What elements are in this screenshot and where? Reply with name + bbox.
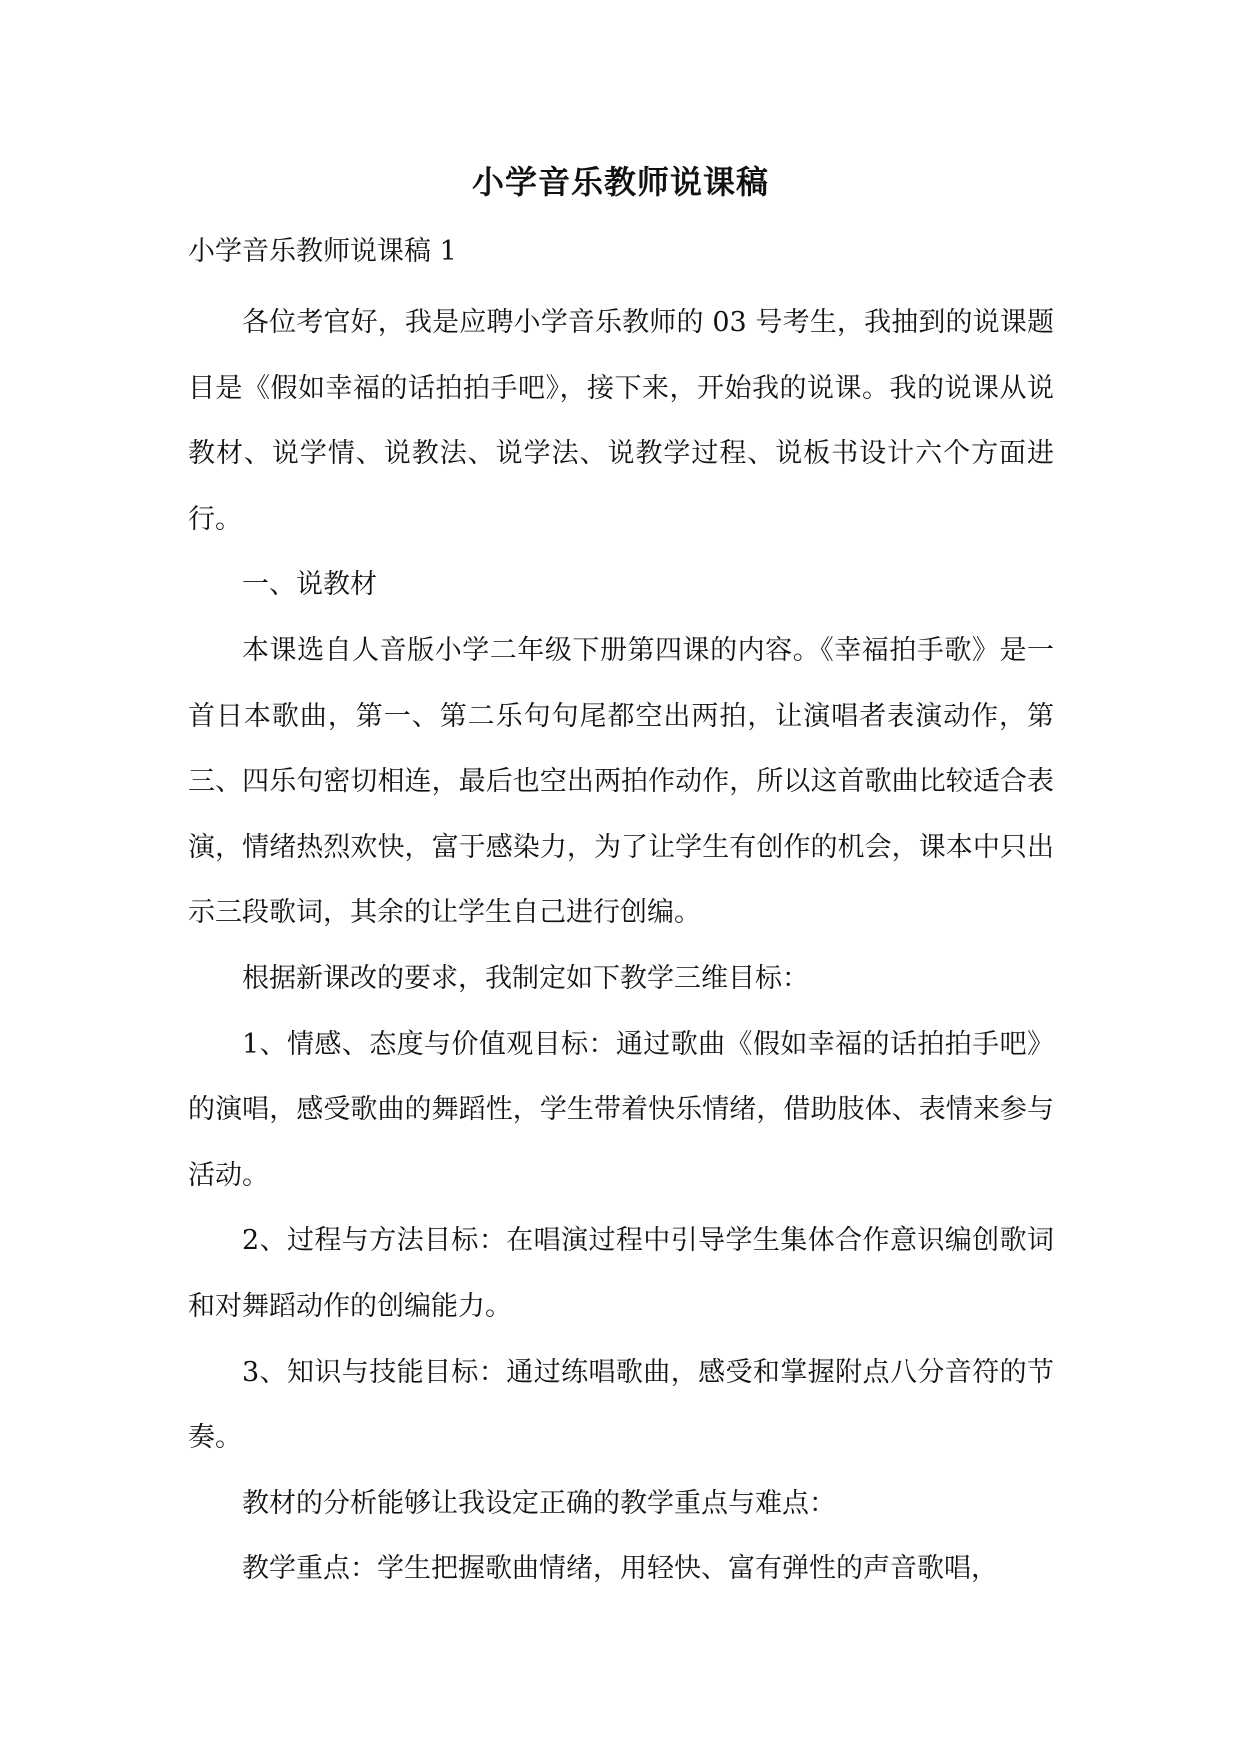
document-title: 小学音乐教师说课稿 [471, 163, 769, 201]
paragraph-intro: 各位考官好，我是应聘小学音乐教师的 03 号考生，我抽到的说课题目是《假如幸福的话拍拍手吧》，接下来，开始我的说课。我的说课从说教材、说学情、说教法、说学法、说教学过程、说板书设计六个方面进行。 [188, 307, 1054, 535]
paragraph-goal-2: 2、过程与方法目标：在唱演过程中引导学生集体合作意识编创歌词和对舞蹈动作的创编能力。 [188, 1225, 1054, 1322]
document-subtitle: 小学音乐教师说课稿 1 [188, 236, 457, 267]
paragraph-goal-1: 1、情感、态度与价值观目标：通过歌曲《假如幸福的话拍拍手吧》的演唱，感受歌曲的舞蹈性，学生带着快乐情绪，借助肢体、表情来参与活动。 [188, 1028, 1054, 1191]
paragraph-focus-intro: 教材的分析能够让我设定正确的教学重点与难点： [242, 1487, 836, 1519]
paragraph-goals-intro: 根据新课改的要求，我制定如下教学三维目标： [242, 962, 809, 994]
section-heading-textbook: 一、说教材 [242, 569, 377, 601]
paragraph-goal-3: 3、知识与技能目标：通过练唱歌曲，感受和掌握附点八分音符的节奏。 [188, 1356, 1054, 1454]
paragraph-focus: 教学重点：学生把握歌曲情绪，用轻快、富有弹性的声音歌唱， [242, 1553, 998, 1585]
document-body [188, 290, 1054, 1602]
paragraph-textbook: 本课选自人音版小学二年级下册第四课的内容。《幸福拍手歌》是一首日本歌曲，第一、第二乐句句尾都空出两拍，让演唱者表演动作，第三、四乐句密切相连，最后也空出两拍作动作，所以这首歌曲比较适合表演，情绪热烈欢快，富于感染力，为了让学生有创作的机会，课本中只出示三段歌词，其余的让学生自己进行创编。 [188, 634, 1054, 929]
